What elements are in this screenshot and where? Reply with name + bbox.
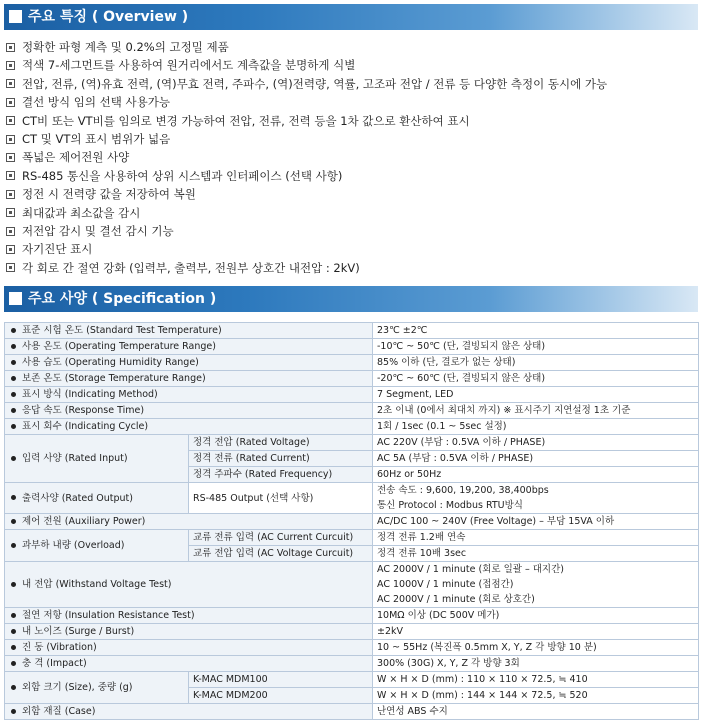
- overview-list: [6, 38, 607, 277]
- list-item: 적색 7-세그먼트를 사용하여 원거리에서도 계측값을 분명하게 식별: [6, 56, 607, 74]
- spec-value: ±2kV: [373, 624, 699, 640]
- spec-value: -10℃ ~ 50℃ (단, 결빙되지 않은 상태): [373, 339, 699, 355]
- square-bullet-icon: [9, 292, 22, 305]
- spec-name: 절연 저항 (Insulation Resistance Test): [5, 608, 373, 624]
- spec-value: 85% 이하 (단, 결로가 없는 상태): [373, 355, 699, 371]
- spec-value: 1회 / 1sec (0.1 ~ 5sec 설정): [373, 419, 699, 435]
- bullet-dot-icon: [11, 424, 16, 429]
- list-item: 각 회로 간 절연 강화 (입력부, 출력부, 전원부 상호간 내전압 : 2kV): [6, 259, 607, 277]
- spec-name: 사용 습도 (Operating Humidity Range): [5, 355, 373, 371]
- checkbox-bullet-icon: [6, 153, 15, 162]
- bullet-dot-icon: [11, 661, 16, 666]
- spec-name: 응답 속도 (Response Time): [5, 403, 373, 419]
- spec-name: 충 격 (Impact): [5, 656, 373, 672]
- table-row: [5, 514, 699, 530]
- table-row: [5, 624, 699, 640]
- bullet-dot-icon: [11, 582, 16, 587]
- checkbox-bullet-icon: [6, 98, 15, 107]
- list-item: 정확한 파형 계측 및 0.2%의 고정밀 제품: [6, 38, 607, 56]
- spec-name: 입력 사양 (Rated Input): [5, 435, 189, 483]
- table-row: [5, 387, 699, 403]
- spec-header: [4, 286, 698, 312]
- table-row: [5, 704, 699, 720]
- spec-value: 7 Segment, LED: [373, 387, 699, 403]
- bullet-dot-icon: [11, 408, 16, 413]
- spec-name: 진 동 (Vibration): [5, 640, 373, 656]
- spec-value: 60Hz or 50Hz: [373, 467, 699, 483]
- table-row: [5, 562, 699, 608]
- checkbox-bullet-icon: [6, 135, 15, 144]
- bullet-dot-icon: [11, 645, 16, 650]
- list-item: 최대값과 최소값을 감시: [6, 204, 607, 222]
- spec-name: 사용 온도 (Operating Temperature Range): [5, 339, 373, 355]
- spec-sub-label: K-MAC MDM100: [189, 672, 373, 688]
- table-row: [5, 339, 699, 355]
- table-row: [5, 608, 699, 624]
- spec-sub-label: 정격 전압 (Rated Voltage): [189, 435, 373, 451]
- spec-value: 300% (30G) X, Y, Z 각 방향 3회: [373, 656, 699, 672]
- list-item: 폭넓은 제어전원 사양: [6, 148, 607, 166]
- list-item: 정전 시 전력량 값을 저장하여 복원: [6, 185, 607, 203]
- spec-name: 출력사양 (Rated Output): [5, 483, 189, 514]
- spec-value: W × H × D (mm) : 110 × 110 × 72.5, ≒ 410: [373, 672, 699, 688]
- bullet-dot-icon: [11, 392, 16, 397]
- bullet-dot-icon: [11, 328, 16, 333]
- checkbox-bullet-icon: [6, 61, 15, 70]
- spec-name: 과부하 내량 (Overload): [5, 530, 189, 562]
- spec-value: 10MΩ 이상 (DC 500V 메가): [373, 608, 699, 624]
- bullet-dot-icon: [11, 629, 16, 634]
- spec-name: 제어 전원 (Auxiliary Power): [5, 514, 373, 530]
- list-item: 저전압 감시 및 결선 감시 기능: [6, 222, 607, 240]
- bullet-dot-icon: [11, 344, 16, 349]
- spec-value: 정격 전류 10배 3sec: [373, 546, 699, 562]
- checkbox-bullet-icon: [6, 171, 15, 180]
- spec-value: 2초 이내 (0에서 최대치 까지) ※ 표시주기 지연설정 1초 기준: [373, 403, 699, 419]
- bullet-dot-icon: [11, 519, 16, 524]
- spec-value: AC 220V (부담 : 0.5VA 이하 / PHASE): [373, 435, 699, 451]
- list-item: CT비 또는 VT비를 임의로 변경 가능하여 전압, 전류, 전력 등을 1차 값으로 환산하여 표시: [6, 112, 607, 130]
- checkbox-bullet-icon: [6, 208, 15, 217]
- spec-name: 표시 방식 (Indicating Method): [5, 387, 373, 403]
- checkbox-bullet-icon: [6, 227, 15, 236]
- spec-title: 주요 사양 ( Specification ): [28, 291, 217, 307]
- spec-sub-label: 교류 전압 입력 (AC Voltage Curcuit): [189, 546, 373, 562]
- spec-name: 보존 온도 (Storage Temperature Range): [5, 371, 373, 387]
- checkbox-bullet-icon: [6, 116, 15, 125]
- table-row: [5, 530, 699, 546]
- table-row: [5, 323, 699, 339]
- spec-value: AC 2000V / 1 minute (회로 일괄 – 대지간) AC 1000V / 1 minute (접점간) AC 2000V / 1 minute (회로 상호간): [373, 562, 699, 608]
- bullet-dot-icon: [11, 685, 16, 690]
- table-row: [5, 640, 699, 656]
- spec-sub-label: 정격 전류 (Rated Current): [189, 451, 373, 467]
- list-item: 전압, 전류, (역)유효 전력, (역)무효 전력, 주파수, (역)전력량, 역률, 고조파 전압 / 전류 등 다양한 측정이 동시에 가능: [6, 75, 607, 93]
- list-item: 결선 방식 임의 선택 사용가능: [6, 93, 607, 111]
- spec-name: 내 노이즈 (Surge / Burst): [5, 624, 373, 640]
- table-row: [5, 419, 699, 435]
- list-item: RS-485 통신을 사용하여 상위 시스템과 인터페이스 (선택 사항): [6, 167, 607, 185]
- checkbox-bullet-icon: [6, 79, 15, 88]
- spec-value: -20℃ ~ 60℃ (단, 결빙되지 않은 상태): [373, 371, 699, 387]
- spec-value: AC 5A (부담 : 0.5VA 이하 / PHASE): [373, 451, 699, 467]
- spec-name: 표시 회수 (Indicating Cycle): [5, 419, 373, 435]
- list-item: CT 및 VT의 표시 범위가 넓음: [6, 130, 607, 148]
- bullet-dot-icon: [11, 376, 16, 381]
- bullet-dot-icon: [11, 495, 16, 500]
- square-bullet-icon: [9, 10, 22, 23]
- spec-sub-label: RS-485 Output (선택 사항): [189, 483, 373, 514]
- table-row: [5, 371, 699, 387]
- checkbox-bullet-icon: [6, 190, 15, 199]
- table-row: [5, 403, 699, 419]
- bullet-dot-icon: [11, 613, 16, 618]
- checkbox-bullet-icon: [6, 43, 15, 52]
- checkbox-bullet-icon: [6, 245, 15, 254]
- spec-sub-label: K-MAC MDM200: [189, 688, 373, 704]
- table-row: [5, 672, 699, 688]
- spec-value: 정격 전류 1.2배 연속: [373, 530, 699, 546]
- checkbox-bullet-icon: [6, 263, 15, 272]
- spec-sub-label: 교류 전류 입력 (AC Current Curcuit): [189, 530, 373, 546]
- overview-title: 주요 특징 ( Overview ): [28, 9, 189, 25]
- spec-name: 표준 시험 온도 (Standard Test Temperature): [5, 323, 373, 339]
- list-item: 자기진단 표시: [6, 240, 607, 258]
- spec-value: W × H × D (mm) : 144 × 144 × 72.5, ≒ 520: [373, 688, 699, 704]
- spec-value: 난연성 ABS 수지: [373, 704, 699, 720]
- overview-header: [4, 4, 698, 30]
- spec-value: 전송 속도 : 9,600, 19,200, 38,400bps 통신 Protocol : Modbus RTU방식: [373, 483, 699, 514]
- table-row: [5, 483, 699, 514]
- spec-name: 내 전압 (Withstand Voltage Test): [5, 562, 373, 608]
- bullet-dot-icon: [11, 360, 16, 365]
- table-row: [5, 435, 699, 451]
- table-row: [5, 355, 699, 371]
- spec-value: 23℃ ±2℃: [373, 323, 699, 339]
- bullet-dot-icon: [11, 709, 16, 714]
- spec-name: 외함 크기 (Size), 중량 (g): [5, 672, 189, 704]
- spec-value: 10 ~ 55Hz (복진폭 0.5mm X, Y, Z 각 방향 10 분): [373, 640, 699, 656]
- table-row: [5, 656, 699, 672]
- spec-value: AC/DC 100 ~ 240V (Free Voltage) – 부담 15VA 이하: [373, 514, 699, 530]
- spec-table: [4, 322, 699, 720]
- spec-name: 외함 재질 (Case): [5, 704, 373, 720]
- bullet-dot-icon: [11, 543, 16, 548]
- bullet-dot-icon: [11, 456, 16, 461]
- spec-sub-label: 정격 주파수 (Rated Frequency): [189, 467, 373, 483]
